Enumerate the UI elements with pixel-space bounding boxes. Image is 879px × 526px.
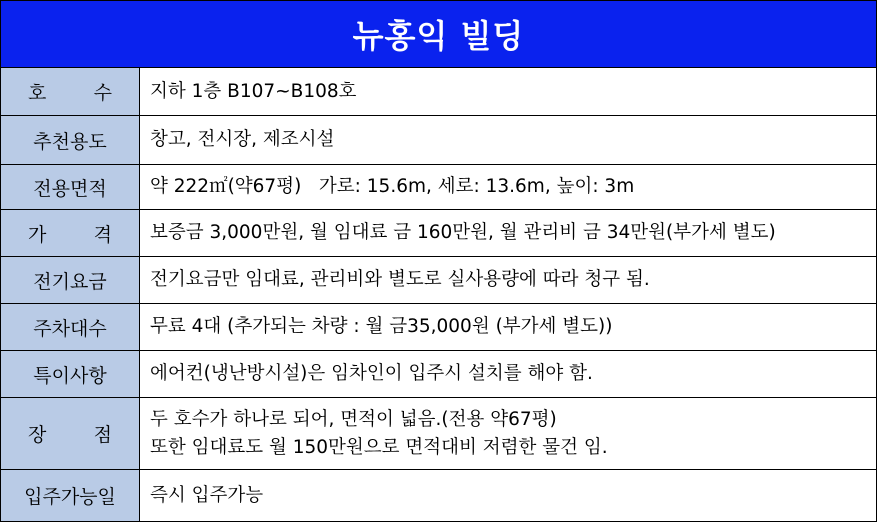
value-price xyxy=(140,210,877,257)
label-unit-text: 호 수 xyxy=(28,82,112,104)
row-parking xyxy=(1,304,877,351)
value-advantages xyxy=(140,398,877,470)
row-area xyxy=(1,165,877,210)
row-unit xyxy=(1,68,877,116)
label-unit xyxy=(1,68,140,116)
row-recommended-use xyxy=(1,116,877,165)
label-advantages-text: 장 점 xyxy=(28,424,112,446)
row-electricity xyxy=(1,257,877,304)
row-price xyxy=(1,210,877,257)
value-area-text: 약 222㎡(약67평) 가로: 15.6m, 세로: 13.6m, 높이: 3m xyxy=(150,176,635,197)
value-recommended-use-text: 창고, 전시장, 제조시설 xyxy=(150,129,335,150)
label-move-in: 입주가능일 xyxy=(1,470,140,522)
label-area: 전용면적 xyxy=(1,165,140,210)
value-parking-text: 무료 4대 (추가되는 차량 : 월 금35,000원 (부가세 별도)) xyxy=(150,316,613,337)
row-notes xyxy=(1,351,877,398)
value-parking xyxy=(140,304,877,351)
label-advantages xyxy=(1,398,140,470)
value-move-in xyxy=(140,470,877,522)
value-notes-text: 에어컨(냉난방시설)은 임차인이 입주시 설치를 해야 함. xyxy=(150,363,593,384)
value-unit-text: 지하 1층 B107~B108호 xyxy=(150,80,357,102)
value-area xyxy=(140,165,877,210)
property-info-body xyxy=(1,68,877,522)
value-advantages-line-1: 두 호수가 하나로 되어, 면적이 넓음.(전용 약67평) xyxy=(150,408,557,430)
row-move-in xyxy=(1,470,877,522)
property-info-table xyxy=(0,67,877,522)
label-parking: 주차대수 xyxy=(1,304,140,351)
row-advantages xyxy=(1,398,877,470)
value-electricity xyxy=(140,257,877,304)
label-price xyxy=(1,210,140,257)
value-notes xyxy=(140,351,877,398)
value-recommended-use xyxy=(140,116,877,165)
value-advantages-line-2: 또한 임대료도 월 150만원으로 면적대비 저렴한 물건 임. xyxy=(150,436,608,458)
label-recommended-use: 추천용도 xyxy=(1,116,140,165)
value-electricity-text: 전기요금만 임대료, 관리비와 별도로 실사용량에 따라 청구 됨. xyxy=(150,269,650,290)
label-electricity: 전기요금 xyxy=(1,257,140,304)
value-move-in-text: 즉시 입주가능 xyxy=(150,484,264,506)
value-price-text: 보증금 3,000만원, 월 임대료 금 160만원, 월 관리비 금 34만원(부가세 별도) xyxy=(150,222,776,243)
label-notes: 특이사항 xyxy=(1,351,140,398)
building-title: 뉴홍익 빌딩 xyxy=(0,0,877,68)
value-unit xyxy=(140,68,877,116)
label-price-text: 가 격 xyxy=(28,223,112,246)
